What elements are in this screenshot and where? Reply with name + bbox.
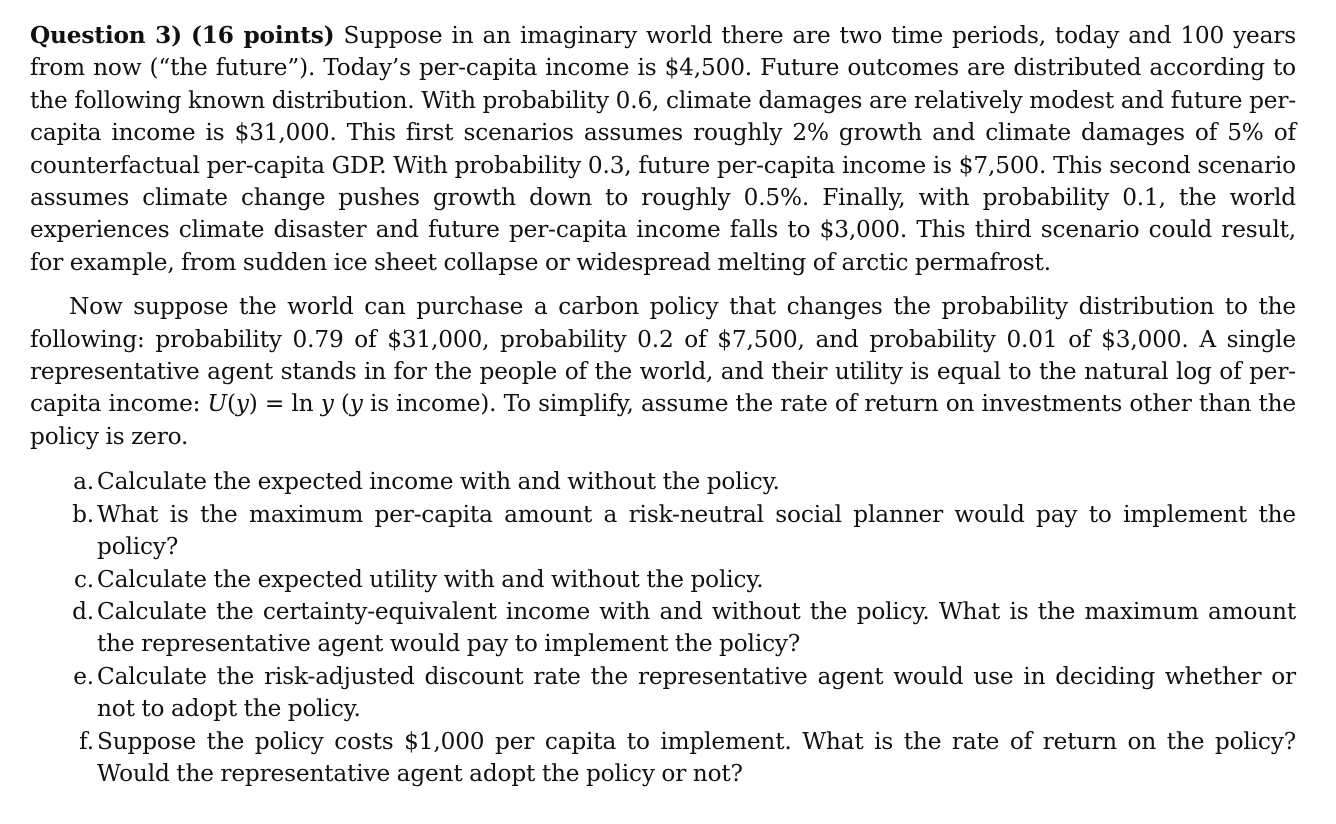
part-text: Suppose the policy costs $1,000 per capita to implement. What is the rate of return on the policy? Would the representative agent adopt the policy or not? bbox=[97, 727, 1296, 787]
utility-argument-symbol: y bbox=[235, 390, 249, 418]
part-text: Calculate the expected income with and without the policy. bbox=[97, 468, 780, 496]
question-part bbox=[30, 661, 1296, 726]
question-document bbox=[30, 20, 1296, 790]
part-label: b. bbox=[72, 500, 94, 528]
income-symbol: y bbox=[349, 390, 363, 418]
equals-ln: ) = ln bbox=[248, 390, 321, 418]
utility-function-symbol: U bbox=[207, 390, 227, 418]
part-text: Calculate the expected utility with and without the policy. bbox=[97, 565, 764, 593]
question-points: (16 points) bbox=[190, 22, 335, 49]
question-intro-text: Suppose in an imaginary world there are two time periods, today and 100 years from now (“the future”). Today’s per-capita income is $4,500. Future outcomes are distributed according to the following known distribution. With probability 0.6, climate damages are relatively modest and future per-capita income is $31,000. This first scenarios assumes roughly 2% growth and climate damages of 5% of counterfactual per-capita GDP. With probability 0.3, future per-capita income is $7,500. This second scenario assumes climate change pushes growth down to roughly 0.5%. Finally, with probability 0.1, the world experiences climate disaster and future per-capita income falls to $3,000. This third scenario could result, for example, from sudden ice sheet collapse or widespread melting of arctic permafrost. bbox=[30, 22, 1296, 276]
part-text: Calculate the risk-adjusted discount rate the representative agent would use in deciding whether or not to adopt the policy. bbox=[97, 662, 1296, 723]
part-text: Calculate the certainty-equivalent income with and without the policy. What is the maximum amount the representative agent would pay to implement the policy? bbox=[97, 597, 1296, 658]
part-text: What is the maximum per-capita amount a risk-neutral social planner would pay to implement the policy? bbox=[97, 500, 1296, 561]
part-label: e. bbox=[73, 662, 94, 690]
part-label: d. bbox=[72, 597, 94, 625]
part-label: a. bbox=[73, 468, 94, 496]
ln-argument-symbol: y bbox=[320, 390, 334, 418]
question-intro-paragraph bbox=[30, 20, 1296, 279]
policy-text-a: Now suppose the world can purchase a carbon policy that changes the probability distribution to the following: probability 0.79 of $31,000, probability 0.2 of $7,500, and probability 0.01 of $3,000. A single representative agent stands in for the people of the world, and their utility is equal to the natural log of per-capita income: bbox=[30, 293, 1296, 418]
policy-text-b: is income). To simplify, assume the rate of return on investments other than the policy is zero. bbox=[30, 390, 1297, 450]
question-title: Question 3) bbox=[30, 22, 182, 49]
part-label: c. bbox=[73, 565, 94, 593]
part-label: f. bbox=[79, 727, 94, 755]
question-part bbox=[30, 726, 1296, 791]
question-part bbox=[30, 596, 1296, 661]
note-paren-open: ( bbox=[333, 390, 350, 418]
policy-paragraph bbox=[30, 291, 1296, 453]
question-parts-list bbox=[30, 466, 1296, 790]
question-part bbox=[30, 564, 1296, 596]
question-part bbox=[30, 499, 1296, 564]
paren-open: ( bbox=[226, 390, 236, 418]
question-part bbox=[30, 466, 1296, 498]
